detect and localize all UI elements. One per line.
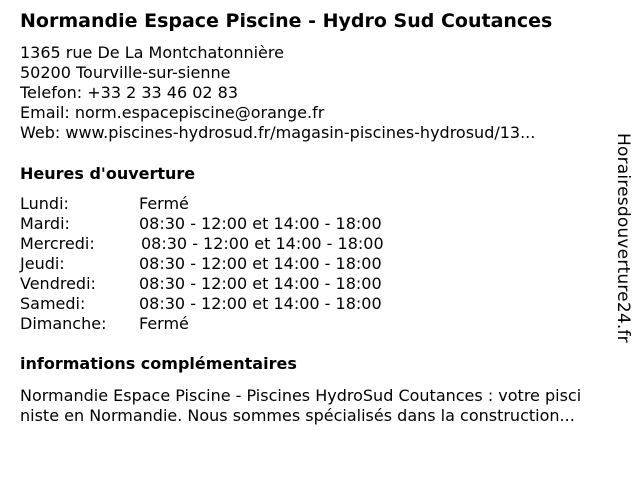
- day-hours: 08:30 - 12:00 et 14:00 - 18:00: [139, 254, 382, 273]
- website: Web: www.piscines-hydrosud.fr/magasin-piscines-hydrosud/13...: [20, 123, 536, 142]
- day-hours: 08:30 - 12:00 et 14:00 - 18:00: [139, 214, 382, 233]
- info-description-line-2: niste en Normandie. Nous sommes spécialisés dans la construction...: [20, 406, 575, 425]
- day-hours: 08:30 - 12:00 et 14:00 - 18:00: [139, 274, 382, 293]
- day-hours: 08:30 - 12:00 et 14:00 - 18:00: [141, 234, 384, 253]
- day-hours: 08:30 - 12:00 et 14:00 - 18:00: [139, 294, 382, 313]
- address-line-1: 1365 rue De La Montchatonnière: [20, 43, 284, 62]
- day-hours: Fermé: [139, 194, 189, 213]
- watermark-text: Horairesdouverture24.fr: [613, 133, 633, 343]
- email: Email: norm.espacepiscine@orange.fr: [20, 103, 325, 122]
- business-title: Normandie Espace Piscine - Hydro Sud Coutances: [20, 10, 553, 32]
- day-label: Lundi:: [20, 194, 69, 213]
- day-label: Mercredi:: [20, 234, 95, 253]
- day-label: Dimanche:: [20, 314, 107, 333]
- day-label: Jeudi:: [20, 254, 65, 273]
- info-heading: informations complémentaires: [20, 354, 297, 373]
- hours-heading: Heures d'ouverture: [20, 164, 196, 183]
- info-description-line-1: Normandie Espace Piscine - Piscines HydroSud Coutances : votre pisci: [20, 386, 582, 405]
- day-label: Vendredi:: [20, 274, 96, 293]
- day-label: Mardi:: [20, 214, 70, 233]
- day-label: Samedi:: [20, 294, 86, 313]
- address-line-2: 50200 Tourville-sur-sienne: [20, 63, 231, 82]
- day-hours: Fermé: [139, 314, 189, 333]
- phone: Telefon: +33 2 33 46 02 83: [20, 83, 239, 102]
